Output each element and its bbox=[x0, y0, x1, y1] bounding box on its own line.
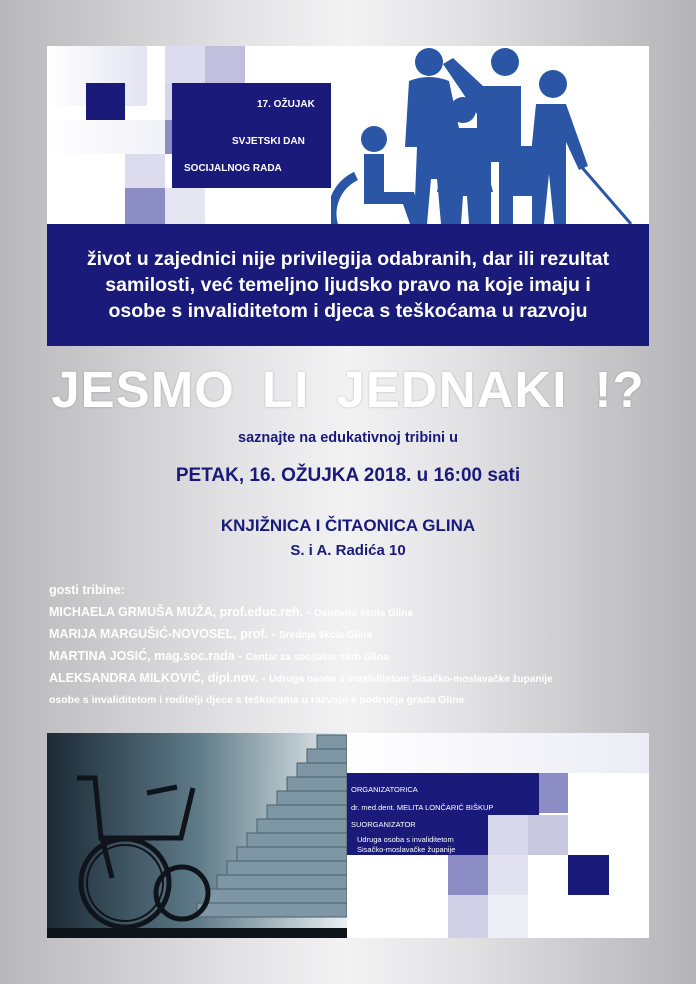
deco-square bbox=[568, 855, 609, 895]
venue-name: KNJIŽNICA I ČITAONICA GLINA bbox=[220, 516, 476, 535]
guest-name: MARIJA MARGUŠIĆ-NOVOSEL, prof. - bbox=[49, 627, 280, 641]
quote-line-2: samilosti, već temeljno ljudsko pravo na koje imaju i bbox=[105, 274, 591, 296]
guest-footer: osobe s invaliditetom i roditelji djece s teškoćama u razvoju s područja grada Gline bbox=[49, 694, 465, 706]
guest-heading: gosti tribine: bbox=[49, 583, 125, 597]
list-item bbox=[49, 668, 689, 690]
people-disability-icon bbox=[331, 46, 649, 224]
guest-name: MARTINA JOSIĆ, mag.soc.rada - bbox=[49, 649, 246, 663]
organizer-label: ORGANIZATORICA bbox=[351, 785, 418, 794]
day-title-line1: SVJETSKI DAN bbox=[232, 136, 305, 147]
main-title: JESMO LI JEDNAKI !? bbox=[51, 361, 645, 418]
subtitle: saznajte na edukativnoj tribini u bbox=[238, 430, 458, 446]
guest-list bbox=[49, 580, 689, 712]
deco-square bbox=[165, 46, 205, 83]
deco-square bbox=[347, 733, 649, 773]
venue-address: S. i A. Radića 10 bbox=[290, 542, 406, 559]
date-text: 17. OŽUJAK bbox=[257, 99, 315, 110]
wheelchair-stairs-panel bbox=[47, 733, 347, 938]
deco-square bbox=[488, 815, 528, 855]
guest-affiliation: Udruga osoba s invaliditetom Sisačko-moslavačke županije bbox=[269, 674, 553, 685]
guest-affiliation: Srednja škola Glina bbox=[279, 630, 372, 641]
co-organizer-name-line2: Sisačko-moslavačke županije bbox=[357, 845, 456, 854]
deco-square bbox=[528, 815, 568, 855]
deco-square bbox=[448, 855, 488, 895]
organizer-name: dr. med.dent. MELITA LONČARIĆ BIŠKUP bbox=[351, 803, 494, 812]
quote-line-1: život u zajednici nije privilegija odabranih, dar ili rezultat bbox=[86, 248, 610, 270]
deco-square bbox=[488, 855, 528, 895]
wheelchair-stairs-image bbox=[47, 733, 347, 938]
quote-banner bbox=[47, 224, 649, 346]
guest-name: ALEKSANDRA MILKOVIĆ, dipl.nov. - bbox=[49, 671, 270, 685]
deco-square bbox=[86, 83, 125, 120]
list-item bbox=[49, 602, 689, 624]
list-item bbox=[49, 624, 689, 646]
deco-square bbox=[488, 895, 528, 938]
guest-affiliation: Centar za socijalnu skrb Glina bbox=[245, 652, 389, 663]
guest-affiliation: Osnovna škola Glina bbox=[314, 608, 413, 619]
guest-name: MICHAELA GRMUŠA MUŽA, prof.educ.reh. - bbox=[49, 605, 315, 619]
people-image-panel bbox=[331, 46, 649, 224]
deco-square bbox=[125, 154, 165, 188]
quote-line-3: osobe s invaliditetom i djeca s teškoćama u razvoju bbox=[108, 300, 588, 322]
deco-square bbox=[125, 188, 165, 224]
organizers-panel bbox=[347, 733, 649, 938]
co-organizer-name-line1: Udruga osoba s invaliditetom bbox=[357, 835, 454, 844]
header-panel bbox=[47, 46, 331, 224]
day-title-line2: SOCIJALNOG RADA bbox=[184, 163, 282, 174]
list-item bbox=[49, 646, 689, 668]
deco-square bbox=[165, 188, 205, 224]
deco-square bbox=[205, 46, 245, 83]
deco-square bbox=[448, 895, 488, 938]
event-datetime: PETAK, 16. OŽUJKA 2018. u 16:00 sati bbox=[175, 465, 521, 486]
co-organizer-label: SUORGANIZATOR bbox=[351, 820, 416, 829]
